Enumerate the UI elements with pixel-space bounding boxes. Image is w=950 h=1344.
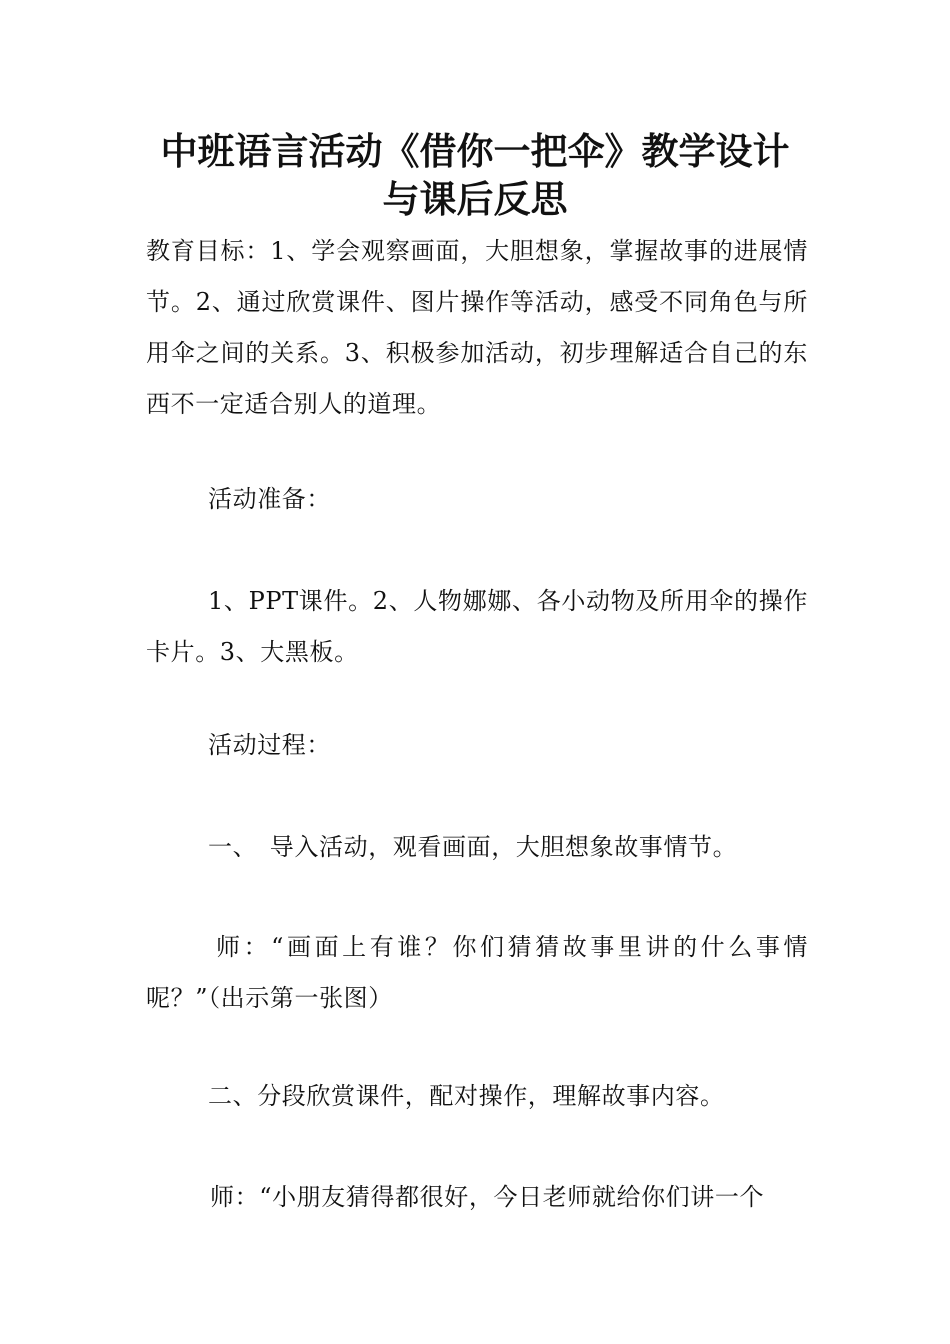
teacher-story-paragraph: 师：“小朋友猜得都很好，今日老师就给你们讲一个 bbox=[210, 1183, 765, 1211]
preparation-paragraph: 1、PPT课件。2、人物娜娜、各小动物及所用伞的操作卡片。3、大黑板。 bbox=[146, 587, 808, 666]
preparation-heading: 活动准备： bbox=[208, 485, 331, 513]
step-one-paragraph: 一、 导入活动，观看画面，大胆想象故事情节。 bbox=[208, 833, 738, 861]
objectives-paragraph: 教育目标：1、学会观察画面，大胆想象，掌握故事的进展情节。2、通过欣赏课件、图片操作等活动，感受不同角色与所用伞之间的关系。3、积极参加活动，初步理解适合自己的东西不一定适合别人的道理。 bbox=[146, 237, 808, 418]
document-title-line-1: 中班语言活动《借你一把伞》教学设计 bbox=[160, 130, 790, 173]
step-two-paragraph: 二、分段欣赏课件，配对操作，理解故事内容。 bbox=[208, 1082, 725, 1110]
process-heading: 活动过程： bbox=[208, 731, 331, 759]
teacher-question-paragraph: 师：“画面上有谁？你们猜猜故事里讲的什么事情呢？”（出示第一张图） bbox=[146, 933, 808, 1012]
document-title-line-2: 与课后反思 bbox=[382, 178, 568, 221]
